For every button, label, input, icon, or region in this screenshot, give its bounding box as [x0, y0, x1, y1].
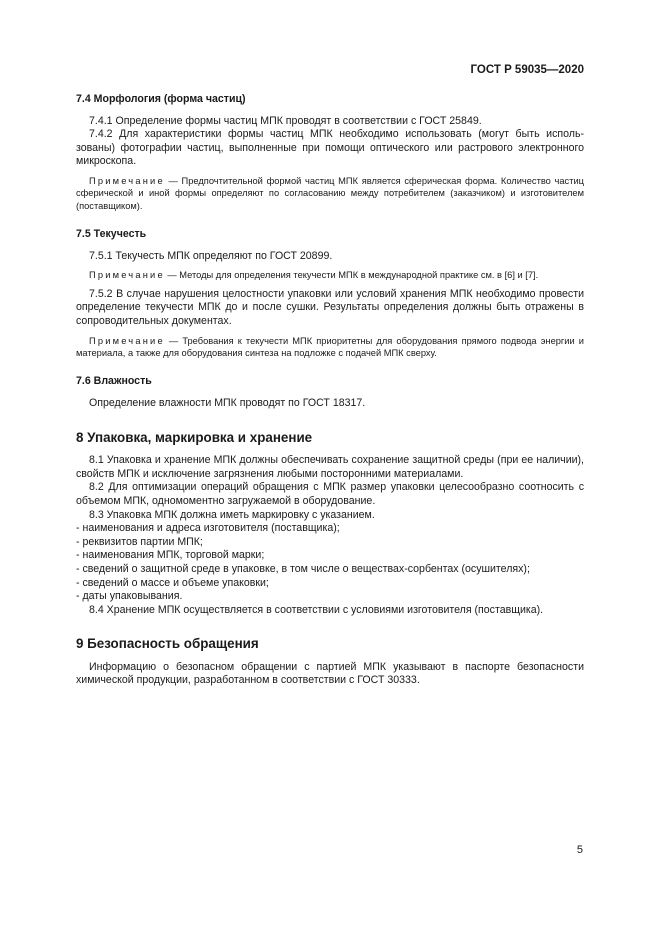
list-item: - сведений о защитной среде в упаковке, в том числе о веществах-сорбентах (осушителях); — [76, 562, 530, 575]
paragraph-7-6: Определение влажности МПК проводят по ГОСТ 18317. — [89, 396, 366, 409]
section-8 — [76, 431, 584, 618]
section-7-5 — [76, 228, 584, 359]
paragraph-7-5-1: 7.5.1 Текучесть МПК определяют по ГОСТ 20899. — [89, 249, 333, 262]
note-label: Примечание — [89, 175, 165, 186]
paragraph-8-4: 8.4 Хранение МПК осуществляется в соответствии с условиями изготовителя (поставщика). — [89, 603, 544, 616]
paragraph-7-5-2: 7.5.2 В случае нарушения целостности упаковки или условий хранения МПК необходимо провести определение текучести МПК до и после сушки. Результаты определения должны быть отражены в сопроводительных документах. — [76, 287, 584, 327]
document-code-header: ГОСТ Р 59035—2020 — [470, 64, 584, 76]
document-body — [76, 93, 584, 688]
section-9-title: 9 Безопасность обращения — [76, 636, 259, 652]
page-number: 5 — [576, 844, 583, 856]
section-8-title: 8 Упаковка, маркировка и хранение — [76, 429, 313, 445]
marking-list — [76, 522, 584, 604]
note-7-4 — [76, 175, 584, 212]
section-7-5-title: 7.5 Текучесть — [76, 228, 147, 241]
section-7-4 — [76, 93, 584, 212]
list-item: - реквизитов партии МПК; — [76, 535, 203, 548]
note-label: Примечание — [89, 270, 165, 281]
paragraph-8-1: 8.1 Упаковка и хранение МПК должны обеспечивать сохранение защитной среды (при ее наличии), свойств МПК и исключение загрязнения любыми посторонними материалами. — [76, 454, 584, 480]
paragraph-8-2: 8.2 Для оптимизации операций обращения с МПК размер упаковки целесообразно соотносить с объемом МПК, одномоментно загружаемой в оборудование. — [76, 481, 584, 507]
section-7-6 — [76, 375, 584, 410]
note-text: — Предпочтительной формой частиц МПК является сферическая форма. Количество частиц сферической и иной формы определяют по согласованию между потребителем (заказчиком) и изготовителем (поставщиком). — [76, 175, 584, 211]
note-text: — Требования к текучести МПК приоритетны для оборудования прямого подвода энергии и материала, а также для оборудования синтеза на подложке с подачей МПК сверху. — [76, 335, 584, 358]
list-item: - наименования и адреса изготовителя (поставщика); — [76, 522, 340, 535]
paragraph-7-4-1: 7.4.1 Определение формы частиц МПК проводят в соответствии с ГОСТ 25849. — [89, 114, 482, 127]
section-7-4-title: 7.4 Морфология (форма частиц) — [76, 93, 246, 105]
note-7-5-1 — [76, 269, 584, 281]
note-label: Примечание — [89, 335, 165, 346]
note-text: — Методы для определения текучести МПК в международной практике см. в [6] и [7]. — [164, 270, 539, 281]
note-7-5-2 — [76, 335, 584, 360]
paragraph-8-3: 8.3 Упаковка МПК должна иметь маркировку с указанием. — [89, 508, 375, 521]
paragraph-7-4-2: 7.4.2 Для характеристики формы частиц МПК необходимо использовать (могут быть исполь-зованы) фотографии частиц, выполненные при помощи оптического или растрового электронного микроскопа. — [76, 128, 584, 168]
section-7-6-title: 7.6 Влажность — [76, 375, 152, 388]
list-item: - наименования МПК, торговой марки; — [76, 549, 265, 562]
paragraph-9: Информацию о безопасном обращении с партией МПК указывают в паспорте безопасности химической продукции, разработанном в соответствии с ГОСТ 30333. — [76, 660, 584, 687]
section-9 — [76, 637, 584, 688]
list-item: - даты упаковывания. — [76, 590, 183, 603]
list-item: - сведений о массе и объеме упаковки; — [76, 576, 269, 589]
